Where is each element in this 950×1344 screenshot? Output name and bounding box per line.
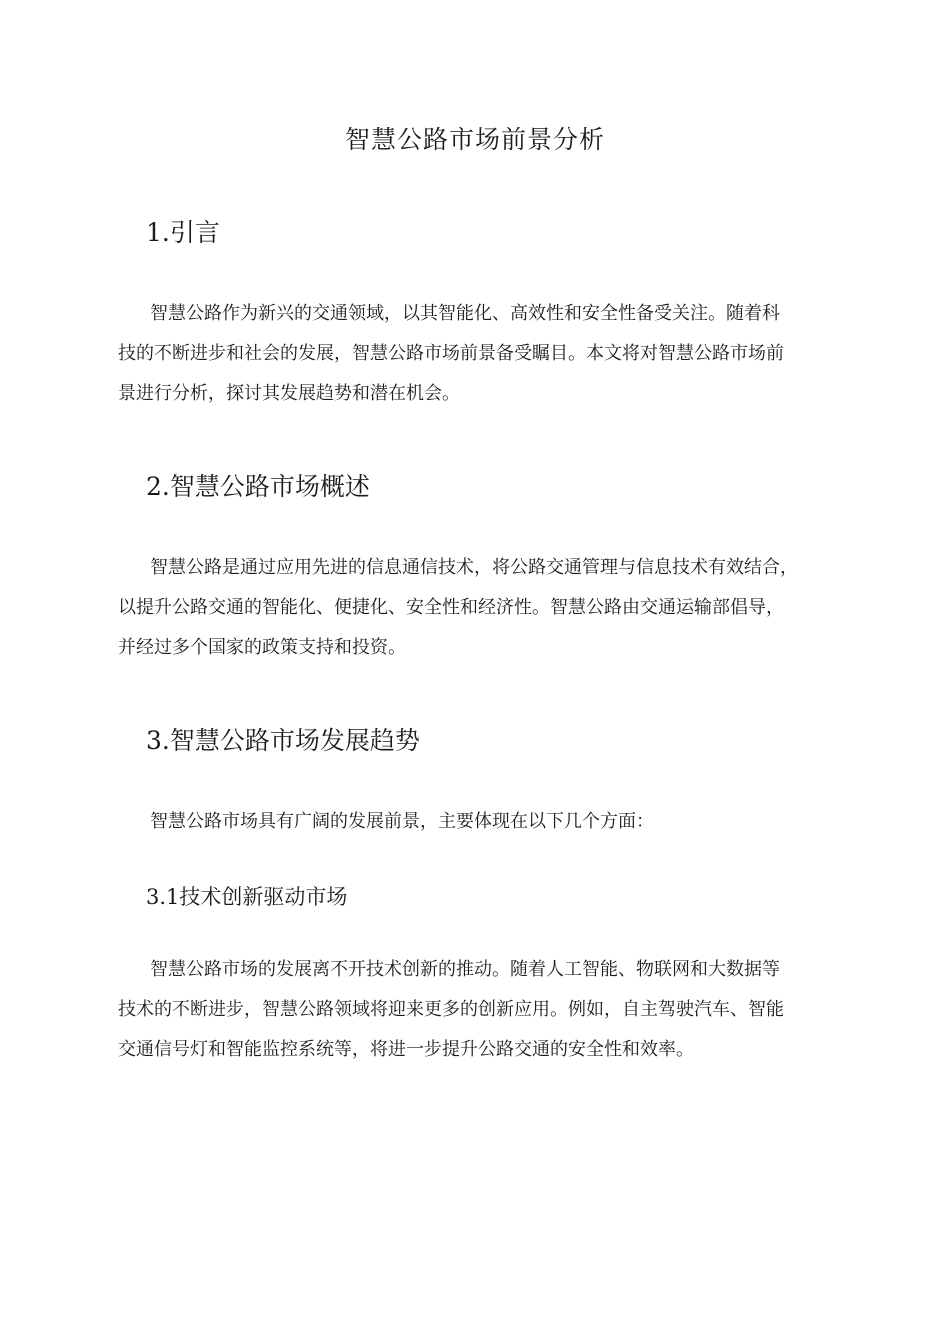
section-paragraph-market-overview [118,548,830,668]
paragraph-line: 并经过多个国家的政策支持和投资。 [118,637,406,658]
paragraph-line: 智慧公路是通过应用先进的信息通信技术，将公路交通管理与信息技术有效结合， [150,557,798,578]
paragraph-line: 技术的不断进步，智慧公路领域将迎来更多的创新应用。例如，自主驾驶汽车、智能 [118,999,784,1020]
paragraph-line: 以提升公路交通的智能化、便捷化、安全性和经济性。智慧公路由交通运输部倡导， [118,597,784,618]
paragraph-line: 智慧公路市场的发展离不开技术创新的推动。随着人工智能、物联网和大数据等 [150,959,780,980]
paragraph-line: 交通信号灯和智能监控系统等，将进一步提升公路交通的安全性和效率。 [118,1039,694,1060]
section-heading-introduction: 1.引言 [146,218,220,247]
subsection-paragraph-technology-innovation [118,950,830,1070]
section-paragraph-development-trends [118,802,830,842]
subsection-heading-technology-innovation: 3.1技术创新驱动市场 [146,885,348,909]
section-heading-market-overview: 2.智慧公路市场概述 [146,472,370,501]
paragraph-line: 技的不断进步和社会的发展，智慧公路市场前景备受瞩目。本文将对智慧公路市场前 [118,343,784,364]
paragraph-line: 智慧公路作为新兴的交通领域，以其智能化、高效性和安全性备受关注。随着科 [150,303,780,324]
section-heading-development-trends: 3.智慧公路市场发展趋势 [146,726,420,755]
section-paragraph-introduction [118,294,830,414]
document-title: 智慧公路市场前景分析 [344,125,605,154]
paragraph-line: 景进行分析，探讨其发展趋势和潜在机会。 [118,383,460,404]
paragraph-line: 智慧公路市场具有广阔的发展前景，主要体现在以下几个方面： [150,811,654,832]
